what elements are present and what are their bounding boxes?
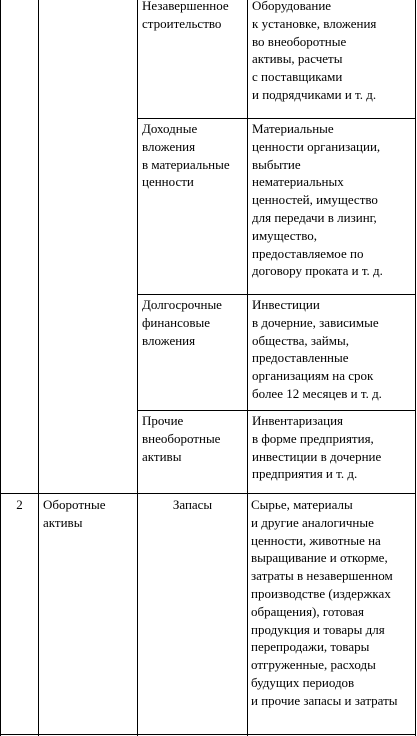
table-cell-category xyxy=(138,496,247,514)
table-cell-section xyxy=(43,496,105,532)
cell-text-line: имущество, xyxy=(252,227,318,243)
cell-text-line: ценности xyxy=(142,174,194,190)
cell-text-line: инвестиции в дочерние xyxy=(252,448,382,464)
cell-text-line: активы, расчеты xyxy=(252,51,343,67)
cell-text-line: Оборотные xyxy=(43,497,106,512)
cell-text-line: и прочие запасы и затраты xyxy=(251,692,398,708)
cell-text-line: Материальные xyxy=(252,121,334,136)
column-divider-1 xyxy=(38,0,39,736)
cell-text-line: Долгосрочные xyxy=(142,297,222,312)
column-divider-3 xyxy=(247,0,248,736)
table-cell-description xyxy=(252,120,383,280)
cell-text-line: отгруженные, расходы xyxy=(251,657,376,673)
cell-text-line: ценности, животные на xyxy=(251,532,381,548)
column-divider-2 xyxy=(137,0,138,736)
table-border-right xyxy=(415,0,416,736)
cell-text-line: выращивание и откорме, xyxy=(251,550,388,566)
cell-text-line: Незавершенное xyxy=(142,0,229,13)
cell-text-line: производстве (издержках xyxy=(251,585,391,601)
cell-text-line: для передачи в лизинг, xyxy=(252,209,377,225)
cell-text-line: к установке, вложения xyxy=(252,15,377,31)
cell-text-line: продукция и товары для xyxy=(251,621,385,637)
cell-text-line: и подрядчиками и т. д. xyxy=(252,86,377,102)
cell-text-line: в форме предприятия, xyxy=(252,430,374,446)
cell-text-line: строительство xyxy=(142,15,222,31)
table-cell-number xyxy=(1,496,38,514)
cell-text-line: Сырье, материалы xyxy=(251,497,353,512)
cell-text-line: Запасы xyxy=(172,497,213,512)
cell-text-line: вложения xyxy=(142,138,196,154)
cell-text-line: Оборудование xyxy=(252,0,332,13)
row-divider xyxy=(137,410,416,411)
row-divider xyxy=(137,294,416,295)
cell-text-line: с поставщиками xyxy=(252,69,343,85)
cell-text-line: вложения xyxy=(142,332,196,348)
cell-text-line: общества, займы, xyxy=(252,332,349,348)
row-number: 2 xyxy=(16,497,23,512)
cell-text-line: финансовые xyxy=(142,314,210,330)
table-cell-category xyxy=(142,412,220,465)
cell-text-line: ценностей, имущество xyxy=(252,192,378,208)
cell-text-line: предоставляемое по xyxy=(252,245,364,261)
cell-text-line: в дочерние, зависимые xyxy=(252,314,379,330)
cell-text-line: активы xyxy=(142,448,182,464)
cell-text-line: Доходные xyxy=(142,121,198,136)
cell-text-line: в материальные xyxy=(142,156,230,172)
cell-text-line: перепродажи, товары xyxy=(251,639,370,655)
table-cell-description xyxy=(252,412,381,483)
table-cell-description xyxy=(251,496,398,710)
cell-text-line: Прочие xyxy=(142,413,184,428)
table-cell-category xyxy=(142,0,229,33)
cell-text-line: затраты в незавершенном xyxy=(251,568,393,584)
cell-text-line: нематериальных xyxy=(252,174,344,190)
table-cell-category xyxy=(142,120,230,191)
cell-text-line: во внеоборотные xyxy=(252,33,347,49)
cell-text-line: Инвестиции xyxy=(252,297,320,312)
table-cell-description xyxy=(252,296,382,403)
cell-text-line: ценности организации, xyxy=(252,138,381,154)
table-border-bottom xyxy=(0,734,416,735)
cell-text-line: внеоборотные xyxy=(142,430,221,446)
cell-text-line: организациям на срок xyxy=(252,368,374,384)
cell-text-line: будущих периодов xyxy=(251,674,355,690)
cell-text-line: активы xyxy=(43,514,83,530)
table-border-left xyxy=(0,0,1,736)
row-divider xyxy=(0,493,416,494)
cell-text-line: Инвентаризация xyxy=(252,413,343,428)
cell-text-line: обращения), готовая xyxy=(251,603,364,619)
row-divider xyxy=(137,118,416,119)
cell-text-line: предоставленные xyxy=(252,350,349,366)
cell-text-line: более 12 месяцев и т. д. xyxy=(252,385,382,401)
cell-text-line: выбытие xyxy=(252,156,301,172)
cell-text-line: предприятия и т. д. xyxy=(252,466,358,482)
cell-text-line: договору проката и т. д. xyxy=(252,263,383,279)
table-cell-category xyxy=(142,296,222,349)
table-cell-description xyxy=(252,0,376,104)
cell-text-line: и другие аналогичные xyxy=(251,514,374,530)
